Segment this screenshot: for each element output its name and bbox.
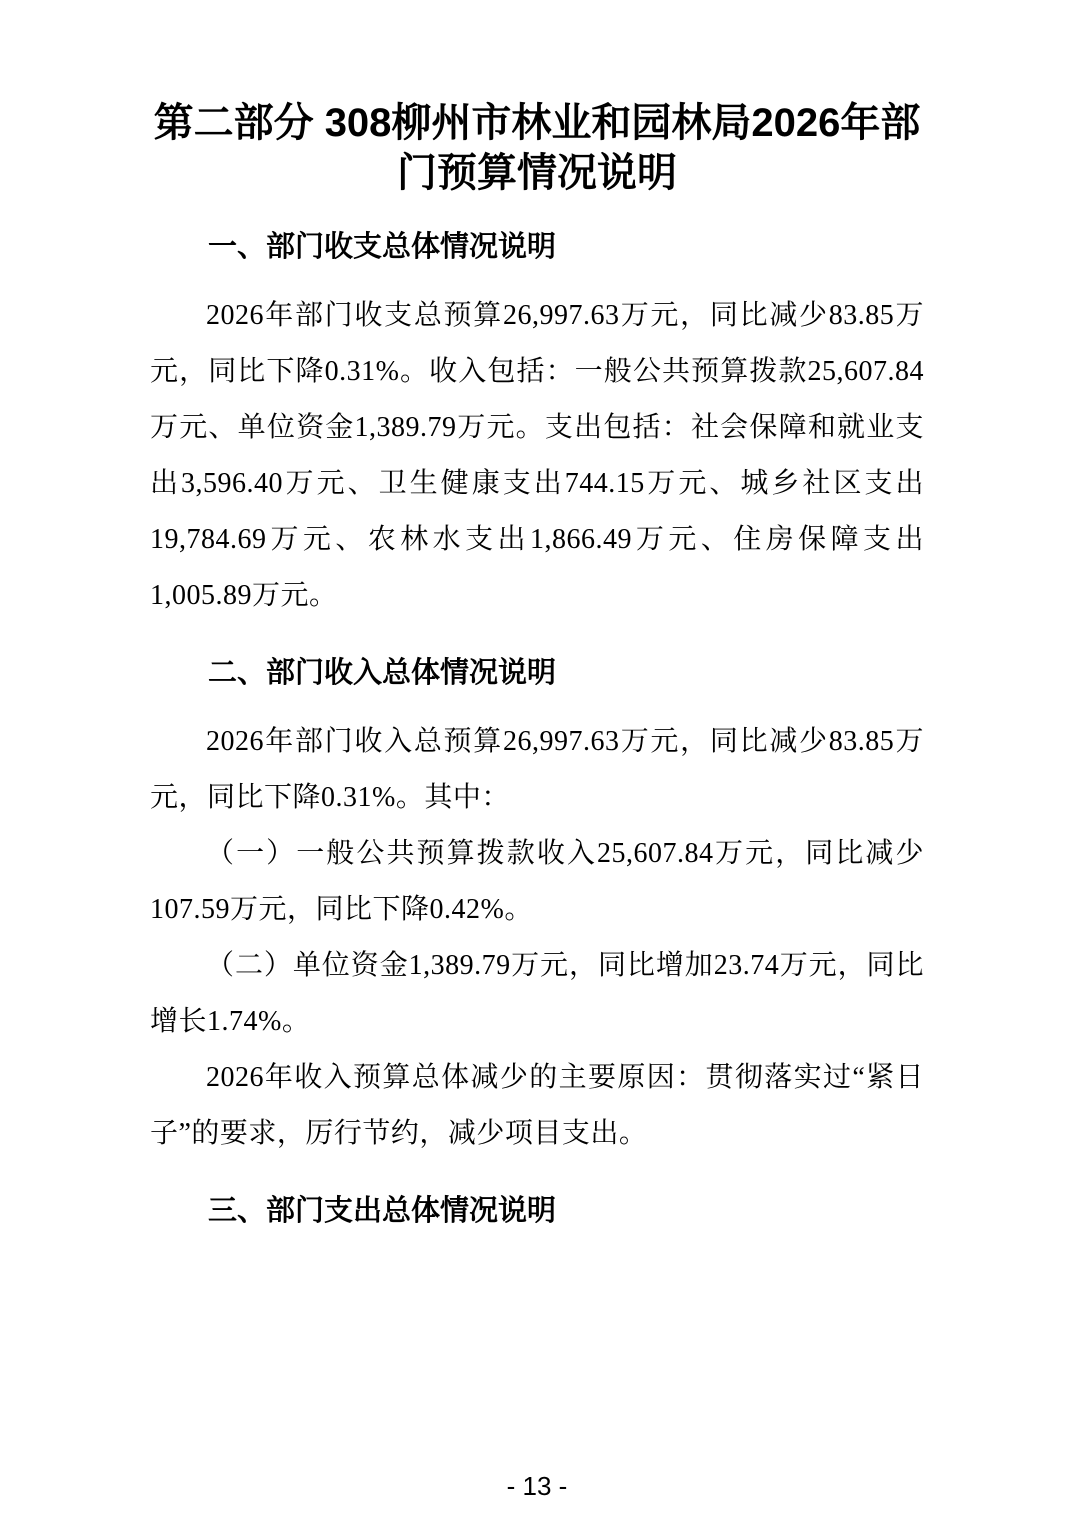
document-section [150,228,924,624]
body-paragraph: （二）单位资金1,389.79万元，同比增加23.74万元，同比增长1.74%。 [150,950,924,1037]
section-heading: 二、部门收入总体情况说明 [208,657,557,689]
section-heading: 一、部门收支总体情况说明 [208,231,557,263]
page-title: 第二部分 308柳州市林业和园林局2026年部门预算情况说明 [153,101,921,195]
body-paragraph: 2026年部门收入总预算26,997.63万元，同比减少83.85万元，同比下降0.31%。其中： [150,726,924,813]
document-header [150,98,924,198]
document-section [150,654,924,1162]
page-number: - 13 - [506,1471,568,1501]
body-paragraph: 2026年部门收支总预算26,997.63万元，同比减少83.85万元，同比下降0.31%。收入包括：一般公共预算拨款25,607.84万元、单位资金1,389.79万元。支出包括：社会保障和就业支出3,596.40万元、卫生健康支出744.15万元、城乡社区支出19,784.69万元、农林水支出1,866.49万元、住房保障支出1,005.89万元。 [150,300,924,611]
document-section [150,1192,924,1230]
section-heading: 三、部门支出总体情况说明 [208,1195,557,1227]
document-body [150,228,924,1230]
body-paragraph: （一）一般公共预算拨款收入25,607.84万元，同比减少107.59万元，同比下降0.42%。 [150,838,924,925]
body-paragraph: 2026年收入预算总体减少的主要原因：贯彻落实过“紧日子”的要求，厉行节约，减少项目支出。 [150,1062,924,1149]
